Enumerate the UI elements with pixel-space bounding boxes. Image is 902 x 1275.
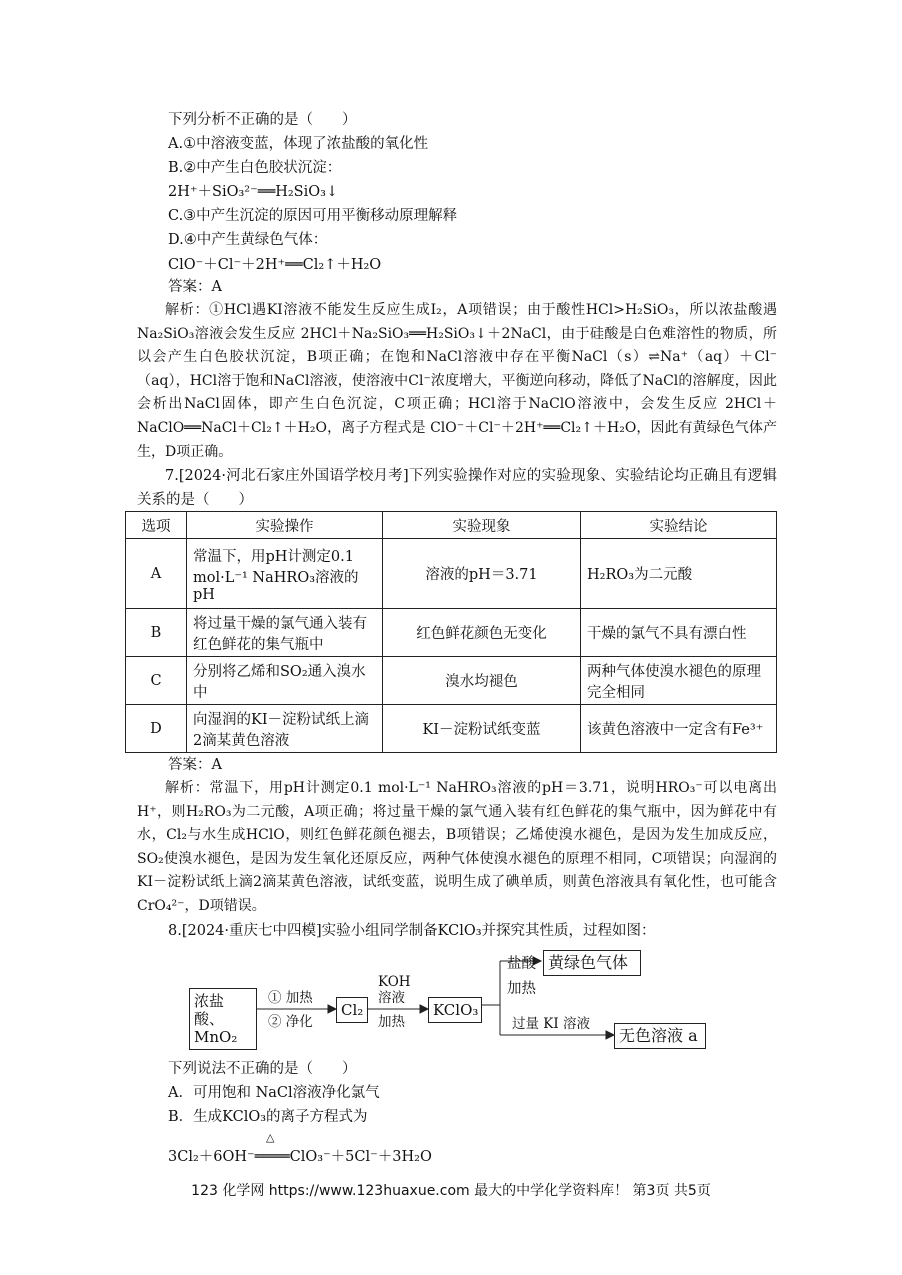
q6-option-b-equation: 2H⁺＋SiO₃²⁻══H₂SiO₃↓ — [168, 184, 339, 200]
q6-analysis: 解析：①HCl遇KI溶液不能发生反应生成I₂，A项错误；由于酸性HCl>H₂SiO₃，所以浓盐酸遇Na₂SiO₃溶液会发生反应 2HCl＋Na₂SiO₃══H₂SiO₃↓＋2NaCl，由于硅酸是白色难溶性的物质，所以会产生白色胶状沉淀，B项正确；在饱和NaCl溶液中存在平衡NaCl（s）⇌Na⁺（aq）＋Cl⁻（aq），HCl溶于饱和NaCl溶液，使溶液中Cl⁻浓度增大，平衡逆向移动，降低了NaCl的溶解度，因此会析出NaCl固体，即产生白色沉淀，C项正确；HCl溶于NaClO溶液中，会发生反应 2HCl＋NaClO══NaCl＋Cl₂↑＋H₂O，离子方程式是 ClO⁻＋Cl⁻＋2H⁺══Cl₂↑＋H₂O，因此有黄绿色气体产生，D项正确。 — [137, 302, 777, 460]
header-phenomenon: 实验现象 — [383, 512, 581, 539]
q7-stem: 7.[2024·河北石家庄外国语学校月考]下列实验操作对应的实验现象、实验结论均正确且有逻辑关系的是（ ） — [137, 468, 777, 508]
flow-product2-box: 无色溶液 a — [614, 1023, 706, 1049]
flow-step2-top1: KOH — [378, 974, 411, 990]
flow-branch1-bottom: 加热 — [507, 981, 536, 997]
row-a-option: A — [126, 539, 187, 609]
flow-product1-box: 黄绿色气体 — [543, 950, 641, 976]
row-a-phenomenon: 溶液的pH＝3.71 — [383, 539, 581, 609]
q8-option-b: B．生成KClO₃的离子方程式为 — [168, 1109, 368, 1125]
q7-analysis: 解析：常温下，用pH计测定0.1 mol·L⁻¹ NaHRO₃溶液的pH＝3.71，说明HRO₃⁻可以电离出H⁺，则H₂RO₃为二元酸，A项正确；将过量干燥的氯气通入装有红色鲜花的集气瓶中，因为鲜花中有水，Cl₂与水生成HClO，则红色鲜花颜色褪去，B项错误；乙烯使溴水褪色，是因为发生加成反应，SO₂使溴水褪色，是因为发生氧化还原反应，两种气体使溴水褪色的原理不相同，C项错误；向湿润的KI－淀粉试纸上滴2滴某黄色溶液，试纸变蓝，说明生成了碘单质，则黄色溶液具有氧化性，也可能含CrO₄²⁻，D项错误。 — [137, 780, 777, 914]
flow-step1-top: ① 加热 — [268, 990, 313, 1006]
flow-start-line2: MnO₂ — [194, 1028, 238, 1046]
row-b-operation: 将过量干燥的氯气通入装有红色鲜花的集气瓶中 — [187, 609, 383, 657]
q6-answer: 答案：A — [168, 279, 222, 295]
q7-answer: 答案：A — [168, 757, 222, 773]
header-option: 选项 — [126, 512, 187, 539]
page-footer: 123 化学网 https://www.123huaxue.com 最大的中学化学资料库！ 第3页 共5页 — [191, 1183, 711, 1199]
q8-stem2: 下列说法不正确的是（ ） — [168, 1061, 357, 1077]
row-d-conclusion: 该黄色溶液中一定含有Fe³⁺ — [581, 705, 777, 753]
row-c-option: C — [126, 657, 187, 705]
flow-start-box — [189, 988, 257, 1050]
q6-option-a: A.①中溶液变蓝，体现了浓盐酸的氧化性 — [168, 136, 429, 152]
row-d-operation: 向湿润的KI－淀粉试纸上滴2滴某黄色溶液 — [187, 705, 383, 753]
q8-option-b-equation: 3Cl₂＋6OH⁻════ClO₃⁻＋5Cl⁻＋3H₂O — [168, 1149, 432, 1165]
flow-kclo3-box: KClO₃ — [428, 997, 482, 1023]
flow-branch1-top: 盐酸 — [507, 956, 536, 972]
row-d-option: D — [126, 705, 187, 753]
row-a-operation: 常温下，用pH计测定0.1 mol·L⁻¹ NaHRO₃溶液的pH — [187, 539, 383, 609]
row-b-conclusion: 干燥的氯气不具有漂白性 — [581, 609, 777, 657]
row-c-phenomenon: 溴水均褪色 — [383, 657, 581, 705]
q6-stem: 下列分析不正确的是（ ） — [168, 112, 357, 128]
q8-stem: 8.[2024·重庆七中四模]实验小组同学制备KClO₃并探究其性质，过程如图： — [168, 923, 656, 939]
q6-option-d: D.④中产生黄绿色气体： — [168, 232, 328, 248]
q6-option-d-equation: ClO⁻＋Cl⁻＋2H⁺══Cl₂↑＋H₂O — [168, 257, 382, 273]
flow-start-line1: 浓盐酸、 — [194, 992, 225, 1028]
row-c-operation: 分别将乙烯和SO₂通入溴水中 — [187, 657, 383, 705]
q8-option-a: A．可用饱和 NaCl溶液净化氯气 — [168, 1085, 380, 1101]
row-a-conclusion: H₂RO₃为二元酸 — [581, 539, 777, 609]
flow-step2-bottom: 加热 — [378, 1014, 405, 1030]
header-operation: 实验操作 — [187, 512, 383, 539]
flow-step1-bottom: ② 净化 — [268, 1014, 313, 1030]
q6-option-b: B.②中产生白色胶状沉淀： — [168, 160, 342, 176]
row-c-conclusion: 两种气体使溴水褪色的原理完全相同 — [581, 657, 777, 705]
flow-branch2-top: 过量 KI 溶液 — [512, 1016, 591, 1032]
q8-delta-mark: △ — [266, 1131, 275, 1144]
header-conclusion: 实验结论 — [581, 512, 777, 539]
row-b-option: B — [126, 609, 187, 657]
row-b-phenomenon: 红色鲜花颜色无变化 — [383, 609, 581, 657]
flow-cl2-box: Cl₂ — [336, 997, 368, 1023]
row-d-phenomenon: KI－淀粉试纸变蓝 — [383, 705, 581, 753]
flow-step2-top2: 溶液 — [378, 990, 405, 1006]
q6-option-c: C.③中产生沉淀的原因可用平衡移动原理解释 — [168, 208, 458, 224]
